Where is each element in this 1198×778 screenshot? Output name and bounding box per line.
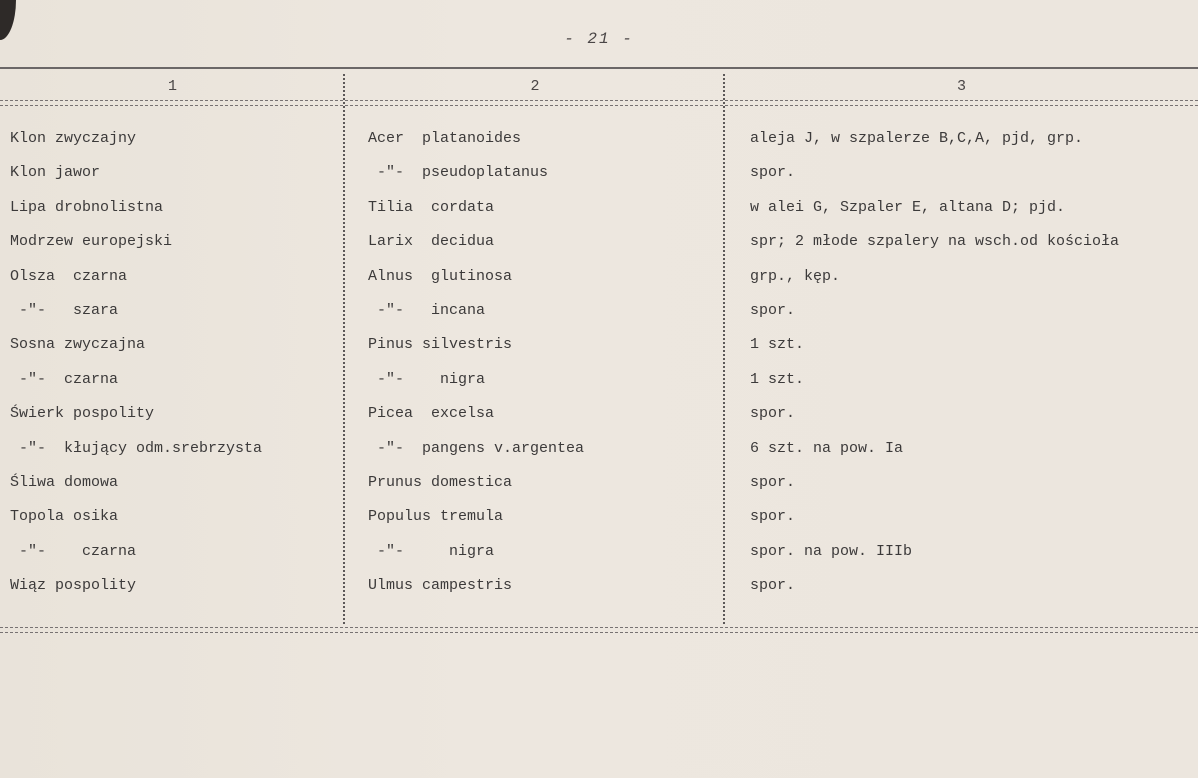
polish-name-cell: Śliwa domowa bbox=[10, 473, 119, 491]
latin-name-cell: -"- nigra bbox=[368, 542, 495, 560]
latin-name-cell: -"- pangens v.argentea bbox=[368, 439, 585, 457]
polish-name-cell: Sosna zwyczajna bbox=[10, 336, 146, 354]
table-row bbox=[0, 363, 1198, 397]
latin-name-cell: Picea excelsa bbox=[368, 405, 495, 423]
polish-name-cell: Modrzew europejski bbox=[10, 233, 173, 251]
notes-cell: spr; 2 młode szpalery na wsch.od kościoła bbox=[750, 233, 1120, 251]
latin-name-cell: Tilia cordata bbox=[368, 198, 495, 216]
notes-cell: spor. bbox=[750, 301, 796, 319]
table-row bbox=[0, 466, 1198, 500]
polish-name-cell: Olsza czarna bbox=[10, 267, 128, 285]
table-row bbox=[0, 156, 1198, 190]
table-row bbox=[0, 260, 1198, 294]
latin-name-cell: Ulmus campestris bbox=[368, 577, 513, 595]
notes-cell: grp., kęp. bbox=[750, 267, 841, 285]
polish-name-cell: Topola osika bbox=[10, 508, 119, 526]
latin-name-cell: -"- pseudoplatanus bbox=[368, 164, 549, 182]
polish-name-cell: Lipa drobnolistna bbox=[10, 198, 164, 216]
polish-name-cell: Klon jawor bbox=[10, 164, 101, 182]
polish-name-cell: Klon zwyczajny bbox=[10, 130, 137, 147]
notes-cell: 6 szt. na pow. Ia bbox=[750, 439, 904, 457]
table-row bbox=[0, 225, 1198, 259]
notes-cell: spor. na pow. IIIb bbox=[750, 542, 913, 560]
latin-name-cell: -"- incana bbox=[368, 301, 486, 319]
latin-name-cell: Alnus glutinosa bbox=[368, 267, 513, 285]
table-row bbox=[0, 294, 1198, 328]
table-bottom-double-rule bbox=[0, 627, 1198, 633]
header-double-rule bbox=[0, 100, 1198, 106]
polish-name-cell: -"- czarna bbox=[10, 370, 119, 388]
latin-name-cell: Populus tremula bbox=[368, 508, 504, 526]
table-row bbox=[0, 122, 1198, 156]
column-header-3: 3 bbox=[956, 78, 966, 95]
page-number: - 21 - bbox=[564, 30, 634, 48]
notes-cell: spor. bbox=[750, 473, 796, 491]
table-body bbox=[0, 122, 1198, 603]
column-header-2: 2 bbox=[530, 78, 540, 95]
notes-cell: spor. bbox=[750, 164, 796, 182]
latin-name-cell: -"- nigra bbox=[368, 370, 486, 388]
notes-cell: 1 szt. bbox=[750, 336, 805, 354]
table-row bbox=[0, 535, 1198, 569]
polish-name-cell: -"- kłujący odm.srebrzysta bbox=[10, 439, 263, 457]
notes-cell: spor. bbox=[750, 508, 796, 526]
table-row bbox=[0, 191, 1198, 225]
polish-name-cell: Wiąz pospolity bbox=[10, 577, 137, 595]
table-row bbox=[0, 500, 1198, 534]
notes-cell: 1 szt. bbox=[750, 370, 805, 388]
latin-name-cell: Larix decidua bbox=[368, 233, 495, 251]
polish-name-cell: -"- szara bbox=[10, 301, 119, 319]
table-top-rule bbox=[0, 67, 1198, 69]
polish-name-cell: Świerk pospolity bbox=[10, 405, 155, 423]
table-row bbox=[0, 328, 1198, 362]
notes-cell: w alei G, Szpaler E, altana D; pjd. bbox=[750, 198, 1066, 216]
latin-name-cell: Pinus silvestris bbox=[368, 336, 513, 354]
polish-name-cell: -"- czarna bbox=[10, 542, 137, 560]
latin-name-cell: Prunus domestica bbox=[368, 473, 513, 491]
table-row bbox=[0, 397, 1198, 431]
notes-cell: spor. bbox=[750, 577, 796, 595]
table-row bbox=[0, 569, 1198, 603]
notes-cell: aleja J, w szpalerze B,C,A, pjd, grp. bbox=[750, 130, 1084, 147]
notes-cell: spor. bbox=[750, 405, 796, 423]
latin-name-cell: Acer platanoides bbox=[368, 130, 522, 147]
column-header-1: 1 bbox=[167, 78, 177, 95]
table-row bbox=[0, 432, 1198, 466]
